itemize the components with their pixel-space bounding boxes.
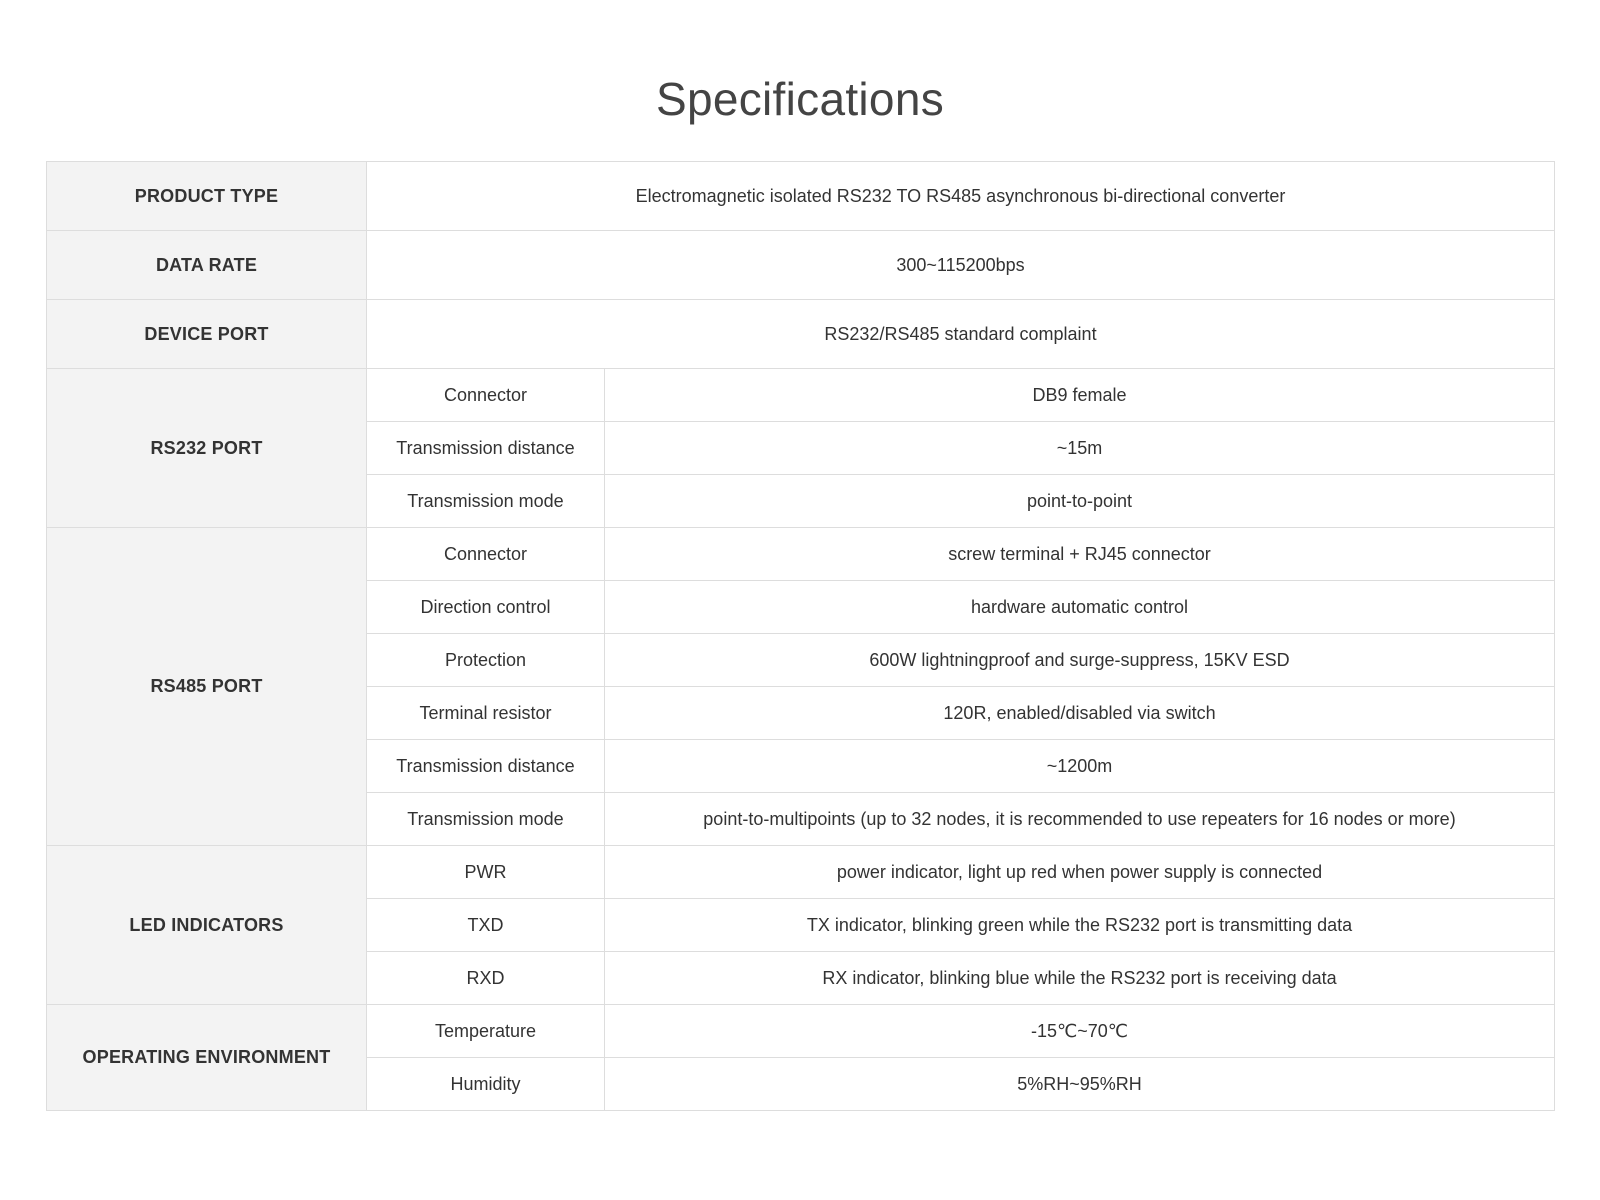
- table-row: [47, 162, 1555, 231]
- spec-name: Humidity: [367, 1058, 605, 1111]
- table-row: [47, 528, 1555, 581]
- spec-value: 5%RH~95%RH: [605, 1058, 1555, 1111]
- spec-name: Transmission distance: [367, 422, 605, 475]
- spec-value: power indicator, light up red when power supply is connected: [605, 846, 1555, 899]
- spec-name: Transmission mode: [367, 475, 605, 528]
- spec-value: hardware automatic control: [605, 581, 1555, 634]
- table-row: [47, 369, 1555, 422]
- category-product-type: PRODUCT TYPE: [47, 162, 367, 231]
- spec-name: PWR: [367, 846, 605, 899]
- specifications-table: [46, 161, 1555, 1111]
- table-row: [47, 1005, 1555, 1058]
- spec-name: Connector: [367, 369, 605, 422]
- value-data-rate: 300~115200bps: [367, 231, 1555, 300]
- spec-value: RX indicator, blinking blue while the RS232 port is receiving data: [605, 952, 1555, 1005]
- spec-value: screw terminal + RJ45 connector: [605, 528, 1555, 581]
- spec-name: Temperature: [367, 1005, 605, 1058]
- spec-value: point-to-point: [605, 475, 1555, 528]
- spec-value: TX indicator, blinking green while the RS232 port is transmitting data: [605, 899, 1555, 952]
- category-operating-environment: OPERATING ENVIRONMENT: [47, 1005, 367, 1111]
- spec-name: TXD: [367, 899, 605, 952]
- spec-value: ~1200m: [605, 740, 1555, 793]
- category-data-rate: DATA RATE: [47, 231, 367, 300]
- spec-name: Transmission distance: [367, 740, 605, 793]
- spec-value: 600W lightningproof and surge-suppress, 15KV ESD: [605, 634, 1555, 687]
- spec-value: -15℃~70℃: [605, 1005, 1555, 1058]
- spec-name: Protection: [367, 634, 605, 687]
- table-row: [47, 846, 1555, 899]
- category-device-port: DEVICE PORT: [47, 300, 367, 369]
- spec-value: point-to-multipoints (up to 32 nodes, it is recommended to use repeaters for 16 nodes or more): [605, 793, 1555, 846]
- category-led-indicators: LED INDICATORS: [47, 846, 367, 1005]
- spec-name: Connector: [367, 528, 605, 581]
- table-row: [47, 231, 1555, 300]
- spec-name: RXD: [367, 952, 605, 1005]
- value-device-port: RS232/RS485 standard complaint: [367, 300, 1555, 369]
- category-rs232-port: RS232 PORT: [47, 369, 367, 528]
- spec-name: Terminal resistor: [367, 687, 605, 740]
- spec-name: Transmission mode: [367, 793, 605, 846]
- table-row: [47, 300, 1555, 369]
- spec-name: Direction control: [367, 581, 605, 634]
- page-title: Specifications: [655, 73, 945, 125]
- value-product-type: Electromagnetic isolated RS232 TO RS485 asynchronous bi-directional converter: [367, 162, 1555, 231]
- category-rs485-port: RS485 PORT: [47, 528, 367, 846]
- spec-value: ~15m: [605, 422, 1555, 475]
- spec-value: DB9 female: [605, 369, 1555, 422]
- spec-value: 120R, enabled/disabled via switch: [605, 687, 1555, 740]
